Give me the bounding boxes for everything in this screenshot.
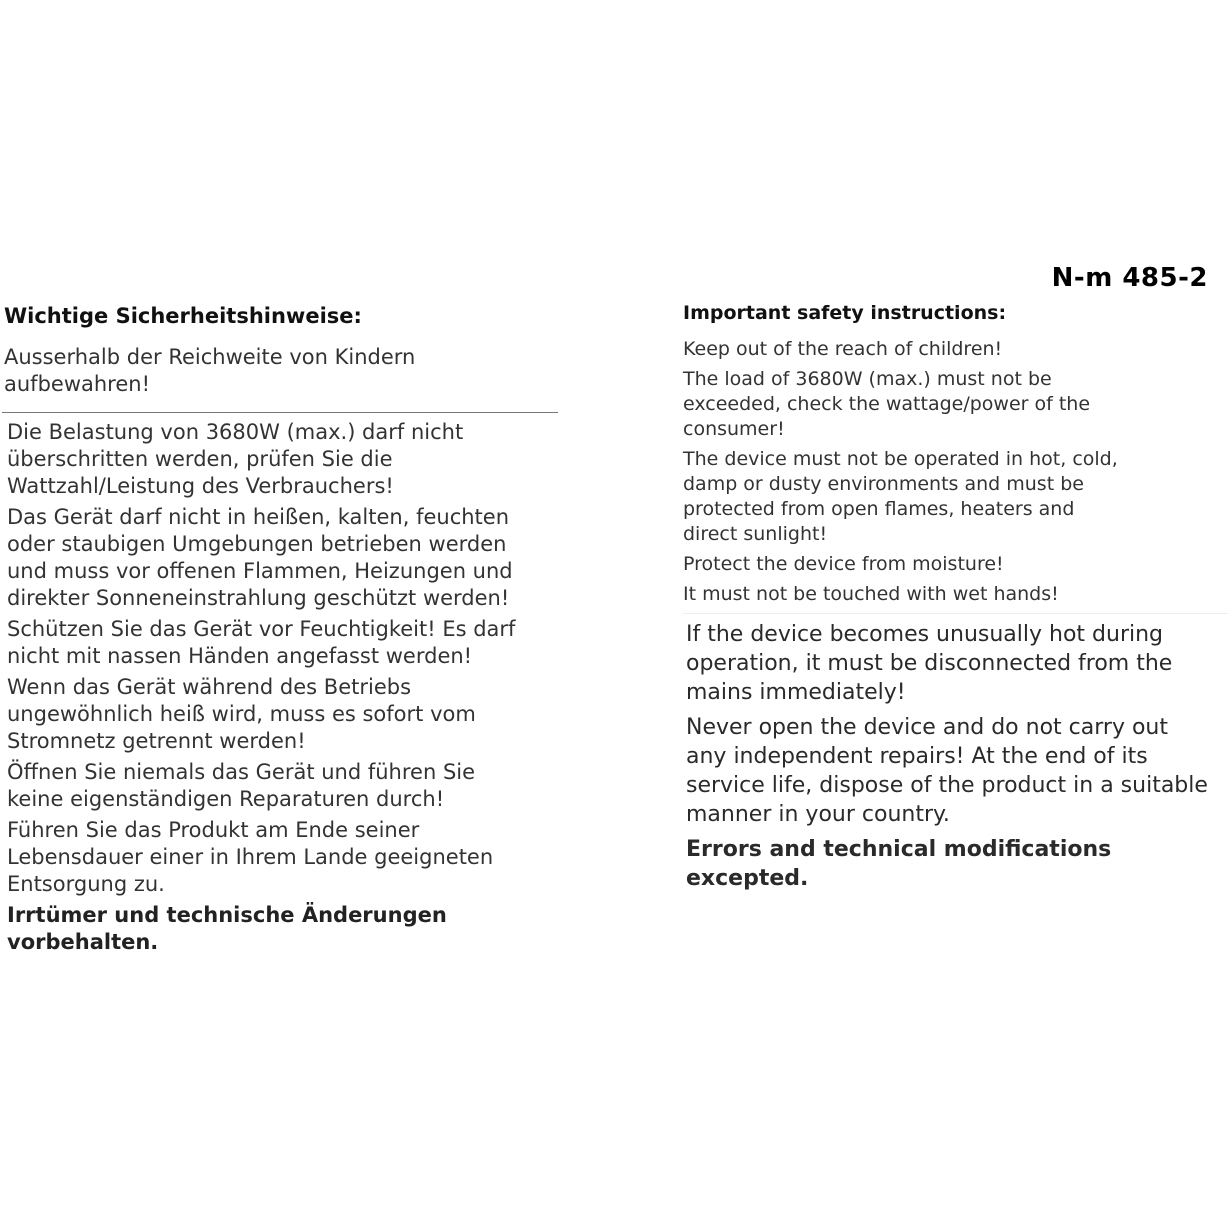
english-title: Important safety instructions: — [683, 302, 1007, 324]
english-paragraph: It must not be touched with wet hands! — [683, 583, 1059, 605]
german-paragraph: Öffnen Sie niemals das Gerät und führen Sie keine eigenständigen Reparaturen durch! — [7, 760, 476, 811]
german-title: Wichtige Sicherheitshinweise: — [4, 304, 362, 328]
english-paragraph: Keep out of the reach of children! — [683, 338, 1003, 360]
german-paragraph: Wenn das Gerät während des Betriebs ungewöhnlich heiß wird, muss es sofort vom Stromnetz getrennt werden! — [7, 675, 476, 753]
english-section — [683, 300, 1228, 899]
english-paragraph: Protect the device from moisture! — [683, 553, 1004, 575]
document-code: N-m 485-2 — [1051, 263, 1208, 293]
german-paragraph: Schützen Sie das Gerät vor Feuchtigkeit! Es darf nicht mit nassen Händen angefasst werden! — [7, 617, 516, 668]
german-paragraph: Das Gerät darf nicht in heißen, kalten, feuchten oder staubigen Umgebungen betrieben werden und muss vor offenen Flammen, Heizungen und direkter Sonneneinstrahlung geschützt werden! — [7, 505, 513, 610]
german-paragraph: Die Belastung von 3680W (max.) darf nicht überschritten werden, prüfen Sie die Wattzahl/Leistung des Verbrauchers! — [7, 420, 464, 498]
german-instructions — [4, 419, 564, 956]
german-divider — [2, 412, 558, 413]
german-section — [4, 302, 564, 960]
english-disclaimer: Errors and technical modifications excepted. — [686, 837, 1112, 891]
english-large-paragraph: Never open the device and do not carry out any independent repairs! At the end of its service life, dispose of the product in a suitable manner in your country. — [686, 715, 1208, 827]
english-divider — [683, 613, 1228, 614]
english-large-paragraph: If the device becomes unusually hot during operation, it must be disconnected from the mains immediately! — [686, 622, 1173, 705]
english-paragraph: The load of 3680W (max.) must not be exceeded, check the wattage/power of the consumer! — [683, 368, 1091, 440]
english-paragraph: The device must not be operated in hot, cold, damp or dusty environments and must be protected from open flames, heaters and direct sunlight! — [683, 448, 1118, 545]
german-paragraph: Führen Sie das Produkt am Ende seiner Lebensdauer einer in Ihrem Lande geeigneten Entsorgung zu. — [7, 818, 494, 896]
german-disclaimer: Irrtümer und technische Änderungen vorbehalten. — [7, 903, 447, 954]
german-intro: Ausserhalb der Reichweite von Kindern aufbewahren! — [4, 345, 416, 396]
